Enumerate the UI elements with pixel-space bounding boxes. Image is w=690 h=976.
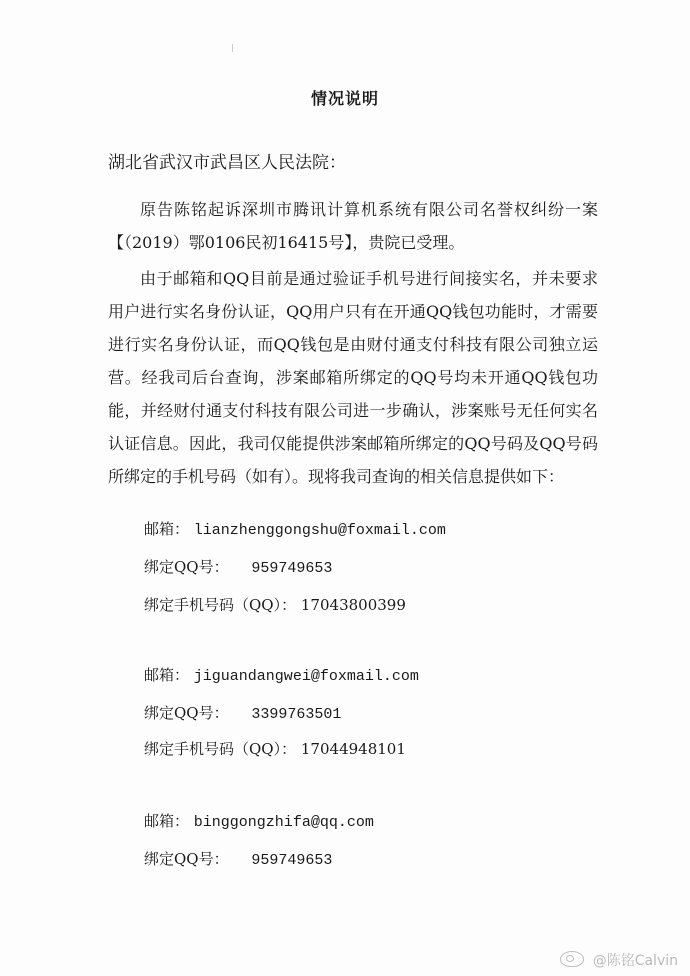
phone-label: 绑定手机号码（QQ）： (144, 596, 297, 614)
email-label: 邮箱： (144, 812, 190, 830)
document-title: 情况说明 (310, 89, 379, 108)
phone-value: 17043800399 (300, 596, 406, 614)
account-3-qq-line (144, 848, 332, 869)
email-value: lianzhenggongshu@foxmail.com (193, 522, 446, 539)
account-2-phone-line (144, 738, 406, 759)
weibo-logo-icon (560, 951, 584, 967)
qq-label: 绑定QQ号： (144, 704, 229, 722)
phone-label: 绑定手机号码（QQ）： (144, 740, 297, 758)
account-3-email-line (144, 810, 374, 831)
email-label: 邮箱： (144, 520, 190, 538)
qq-value: 959749653 (251, 560, 333, 577)
paragraph-explanation: 由于邮箱和QQ目前是通过验证手机号进行间接实名，并未要求用户进行实名身份认证，QQ用户只有在开通QQ钱包功能时，才需要进行实名身份认证，而QQ钱包是由财付通支付科技有限公司独立运营。经我司后台查询，涉案邮箱所绑定的QQ号均未开通QQ钱包功能，并经财付通支付科技有限公司进一步确认，涉案账号无任何实名认证信息。因此，我司仅能提供涉案邮箱所绑定的QQ号码及QQ号码所绑定的手机号码（如有）。现将我司查询的相关信息提供如下： (108, 269, 598, 486)
account-1-phone-line (144, 594, 406, 615)
qq-label: 绑定QQ号： (144, 850, 229, 868)
email-value: jiguandangwei@foxmail.com (193, 668, 419, 685)
paragraph-case-info: 原告陈铭起诉深圳市腾讯计算机系统有限公司名誉权纠纷一案【（2019）鄂0106民初16415号】，贵院已受理。 (108, 200, 598, 252)
account-1-email-line (144, 518, 446, 539)
phone-value: 17044948101 (300, 740, 406, 758)
account-2-qq-line (144, 702, 341, 723)
salutation: 湖北省武汉市武昌区人民法院： (108, 153, 346, 173)
scan-mark (232, 44, 233, 52)
email-label: 邮箱： (144, 666, 190, 684)
qq-label: 绑定QQ号： (144, 558, 229, 576)
account-1-qq-line (144, 556, 332, 577)
email-value: binggongzhifa@qq.com (193, 814, 374, 831)
watermark-text: @陈铭Calvin (592, 953, 678, 969)
qq-value: 3399763501 (251, 706, 342, 723)
qq-value: 959749653 (251, 852, 333, 869)
account-2-email-line (144, 664, 419, 685)
weibo-watermark (560, 950, 678, 970)
